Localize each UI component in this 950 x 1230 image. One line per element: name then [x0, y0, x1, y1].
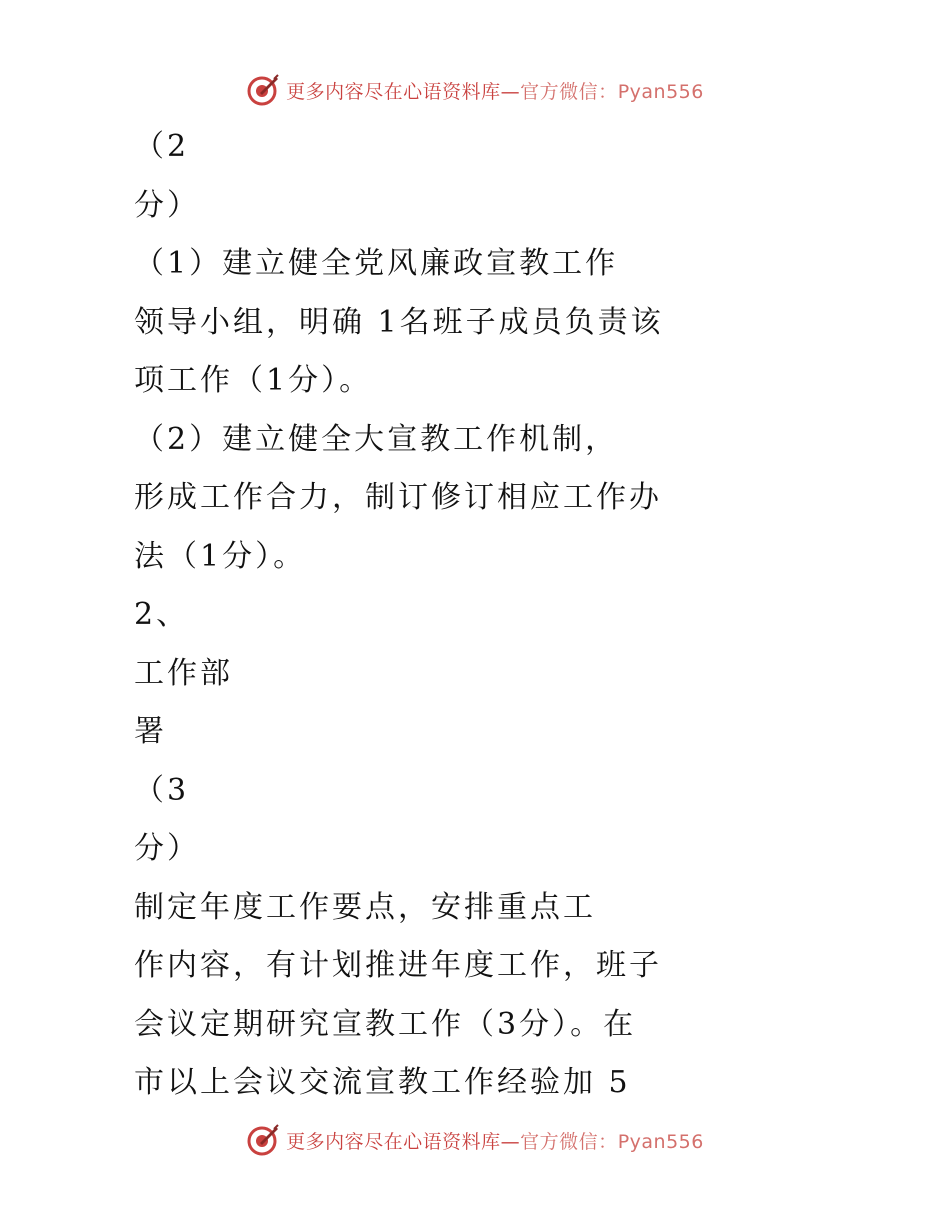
text-line: 作内容，有计划推进年度工作，班子	[134, 948, 662, 983]
watermark-text	[286, 77, 704, 104]
text-line: 2、	[134, 597, 190, 632]
watermark-wechat-label: 官方微信：	[520, 1130, 618, 1153]
watermark-text	[286, 1127, 704, 1154]
watermark-wechat-label: 官方微信：	[520, 80, 618, 103]
watermark-wechat-id: Pyan556	[617, 1130, 704, 1153]
watermark-site: 更多内容尽在心语资料库	[286, 80, 501, 103]
footer-watermark	[0, 1120, 950, 1160]
header-watermark	[0, 70, 950, 110]
watermark-group	[246, 73, 704, 107]
text-line: 分）	[134, 187, 200, 223]
text-line: （1）建立健全党风廉政宣教工作	[134, 246, 619, 281]
watermark-wechat-id: Pyan556	[617, 80, 704, 103]
text-line: 领导小组，明确 1名班子成员负责该	[134, 304, 664, 340]
text-line: 制定年度工作要点，安排重点工	[134, 889, 596, 925]
text-line: 市以上会议交流宣教工作经验加 5	[134, 1065, 631, 1100]
text-line: （2	[134, 129, 190, 164]
text-line: 会议定期研究宣教工作（3分）。在	[134, 1006, 637, 1042]
text-line: （2）建立健全大宣教工作机制，	[134, 421, 619, 457]
text-line: 法（1分）。	[134, 538, 307, 574]
pen-logo-icon	[246, 1123, 280, 1157]
text-line: 分）	[134, 831, 200, 866]
watermark-group	[246, 1123, 704, 1157]
text-line: （3	[134, 772, 190, 808]
text-line: 署	[134, 714, 167, 749]
text-line: 项工作（1分）。	[134, 363, 373, 398]
document-body	[134, 118, 834, 1113]
pen-logo-icon	[246, 73, 280, 107]
text-line: 工作部	[134, 655, 233, 691]
watermark-dash: —	[500, 80, 521, 103]
watermark-dash: —	[500, 1130, 521, 1153]
text-line: 形成工作合力，制订修订相应工作办	[134, 480, 662, 515]
watermark-site: 更多内容尽在心语资料库	[286, 1130, 501, 1153]
